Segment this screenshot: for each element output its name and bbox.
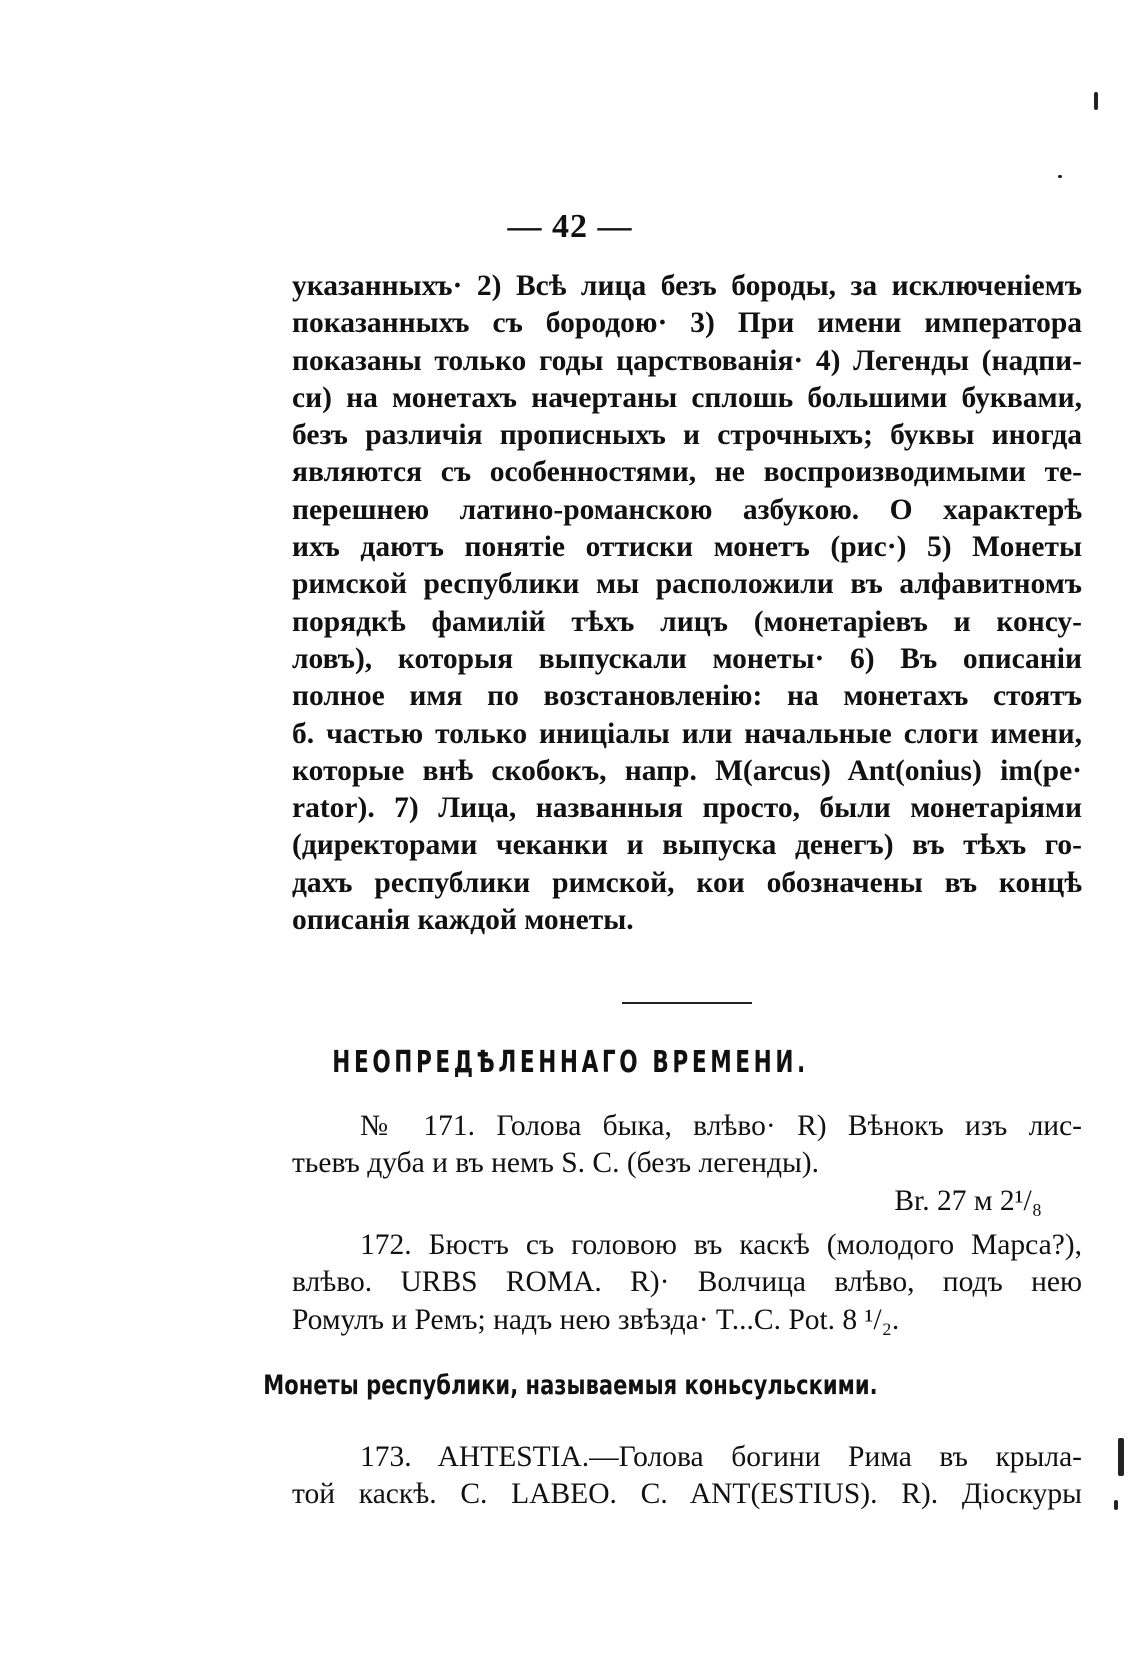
text-line: влѣво. URBS ROMA. R)· Волчица влѣво, подъ нею [292,1266,1082,1299]
ink-speck [1118,1438,1124,1476]
ink-speck [1058,175,1062,178]
ink-speck [1094,92,1098,110]
section-divider [622,1002,752,1004]
page-number: — 42 — [507,208,633,245]
text-line: перешнею латино-романскою азбукою. О характерѣ [292,493,1082,526]
coin-entry-173 [292,1439,1082,1514]
text-line: указанныхъ· 2) Всѣ лица безъ бороды, за исключеніемъ [292,270,1082,302]
text-line: римской республики мы расположили въ алфавитномъ [292,568,1082,601]
text-line: показаны только годы царствованія· 4) Легенды (надпи- [292,344,1082,377]
coin-entry-172 [292,1227,1082,1339]
subsection-heading: Монеты республики, называемыя коньсульскими. [263,1370,878,1401]
text-line: си) на монетахъ начертаны сплошь большими буквами, [292,381,1082,414]
coin-metadata: Br. 27 м 2¹/₈ [894,1184,1042,1217]
text-line: № 171. Голова быка, влѣво· R) Вѣнокъ изъ лис- [360,1110,1082,1142]
ink-speck [1114,1500,1118,1510]
text-line: полное имя по возстановленію: на монетахъ стоятъ [292,680,1082,713]
text-line: которые внѣ скобокъ, напр. M(arcus) Ant(onius) im(pe· [292,754,1082,787]
text-line: (директорами чеканки и выпуска денегъ) въ тѣхъ го- [292,829,1082,862]
intro-paragraph [292,268,1082,939]
text-line: описанія каждой монеты. [292,904,634,937]
text-line: порядкѣ фамилій тѣхъ лицъ (монетаріевъ и консу- [292,605,1082,638]
coin-entry-171 [292,1108,1082,1220]
text-line: безъ различія прописныхъ и строчныхъ; буквы иногда [292,419,1082,452]
text-line: Ромулъ и Ремъ; надъ нею звѣзда· T...C. Pot. 8 ¹/₂. [292,1303,900,1336]
text-line: ловъ), которыя выпускали монеты· 6) Въ описаніи [292,642,1082,675]
text-line: 172. Бюстъ съ головою въ каскѣ (молодого Марса?), [360,1229,1082,1261]
text-line: 173. AHTESTIA.—Голова богини Рима въ крыла- [360,1441,1082,1473]
text-line: показанныхъ съ бородою· 3) При имени императора [292,307,1082,340]
text-line: rator). 7) Лица, названныя просто, были монетаріями [292,792,1082,825]
text-line: б. частью только иниціалы или начальные слоги имени, [292,717,1082,750]
text-line: тьевъ дуба и въ немъ S. C. (безъ легенды). [292,1147,819,1180]
text-line: той каскѣ. C. LABEO. C. ANT(ESTIUS). R). Діоскуры [292,1478,1082,1511]
section-heading: НЕОПРЕДѢЛЕННАГО ВРЕМЕНИ. [332,1045,809,1080]
text-line: являются съ особенностями, не воспроизводимыми те- [292,456,1082,489]
text-line: дахъ республики римской, кои обозначены въ концѣ [292,866,1082,899]
text-line: ихъ даютъ понятіе оттиски монетъ (рис·) 5) Монеты [292,531,1082,564]
